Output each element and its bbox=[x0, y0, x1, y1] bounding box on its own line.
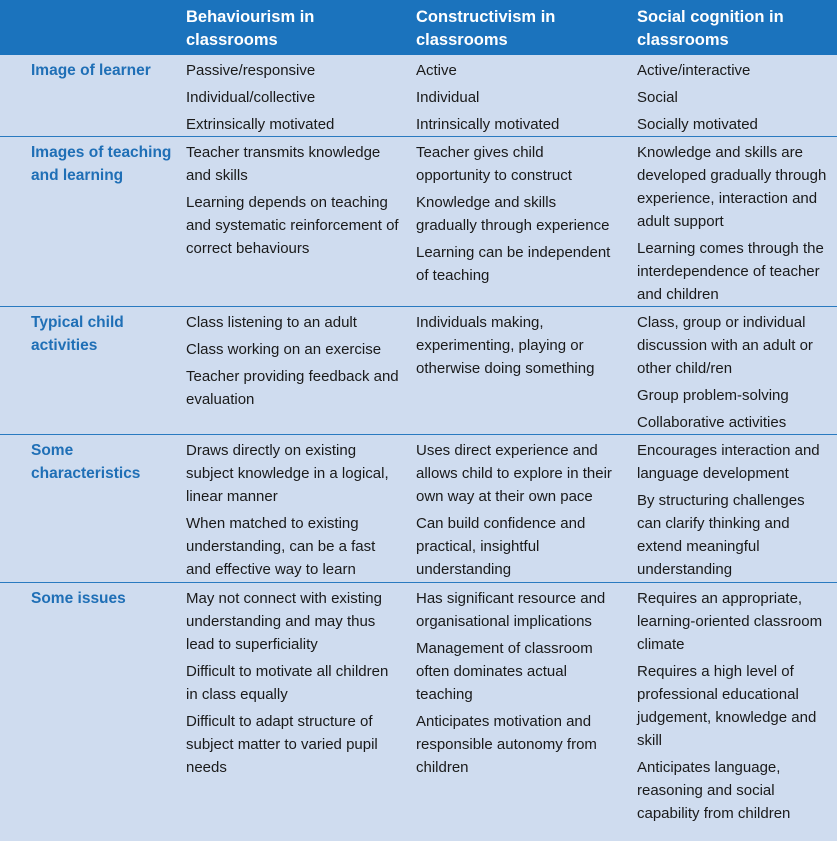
cell-item: Anticipates motivation and responsible autonomy from children bbox=[416, 713, 597, 776]
cell-item: Encourages interaction and language development bbox=[637, 442, 820, 482]
cell-item: Extrinsically motivated bbox=[186, 116, 335, 133]
row-label: Images of teaching and learning bbox=[31, 144, 172, 184]
cell-item: When matched to existing understanding, can be a fast and effective way to learn bbox=[186, 515, 376, 578]
behaviourism-cell bbox=[186, 439, 401, 585]
constructivism-cell bbox=[416, 59, 616, 140]
row-label: Typical child activities bbox=[31, 314, 124, 354]
cell-item: Difficult to adapt structure of subject matter to varied pupil needs bbox=[186, 713, 378, 776]
header-constructivism: Constructivism in classrooms bbox=[416, 8, 556, 49]
cell-item: Intrinsically motivated bbox=[416, 116, 560, 133]
constructivism-cell bbox=[416, 311, 616, 384]
social-cognition-cell bbox=[637, 59, 832, 140]
header-social-cognition: Social cognition in classrooms bbox=[637, 8, 784, 49]
cell-item: Knowledge and skills gradually through experience bbox=[416, 194, 610, 234]
row-label: Some characteristics bbox=[31, 442, 141, 482]
social-cognition-cell bbox=[637, 439, 832, 585]
constructivism-cell bbox=[416, 141, 616, 291]
cell-item: Can build confidence and practical, insightful understanding bbox=[416, 515, 586, 578]
social-cognition-cell bbox=[637, 141, 832, 310]
cell-item: Passive/responsive bbox=[186, 62, 316, 79]
row-label: Some issues bbox=[31, 590, 126, 607]
cell-item: Learning comes through the interdependence of teacher and children bbox=[637, 240, 824, 303]
cell-item: Individuals making, experimenting, playing or otherwise doing something bbox=[416, 314, 595, 377]
cell-item: Uses direct experience and allows child to explore in their own way at their own pace bbox=[416, 442, 612, 505]
cell-item: Anticipates language, reasoning and social capability from children bbox=[637, 759, 791, 822]
cell-item: Active bbox=[416, 62, 457, 79]
cell-item: By structuring challenges can clarify thinking and extend meaningful understanding bbox=[637, 492, 805, 578]
social-cognition-cell bbox=[637, 587, 832, 829]
row-divider bbox=[0, 434, 837, 435]
constructivism-cell bbox=[416, 587, 616, 783]
social-cognition-cell bbox=[637, 311, 832, 438]
cell-item: Class, group or individual discussion with an adult or other child/ren bbox=[637, 314, 813, 377]
cell-item: Learning depends on teaching and systematic reinforcement of correct behaviours bbox=[186, 194, 399, 257]
cell-item: Social bbox=[637, 89, 678, 106]
behaviourism-cell bbox=[186, 59, 401, 140]
cell-item: Group problem-solving bbox=[637, 387, 789, 404]
cell-item: Active/interactive bbox=[637, 62, 751, 79]
behaviourism-cell bbox=[186, 141, 401, 264]
cell-item: Collaborative activities bbox=[637, 414, 787, 431]
cell-item: Has significant resource and organisational implications bbox=[416, 590, 606, 630]
cell-item: Individual bbox=[416, 89, 480, 106]
row-divider bbox=[0, 582, 837, 583]
cell-item: Management of classroom often dominates actual teaching bbox=[416, 640, 593, 703]
cell-item: Class listening to an adult bbox=[186, 314, 357, 331]
cell-item: Requires an appropriate, learning-oriented classroom climate bbox=[637, 590, 823, 653]
cell-item: Knowledge and skills are developed gradually through experience, interaction and adult support bbox=[637, 144, 827, 230]
cell-item: Teacher gives child opportunity to construct bbox=[416, 144, 572, 184]
cell-item: Teacher transmits knowledge and skills bbox=[186, 144, 381, 184]
cell-item: Individual/collective bbox=[186, 89, 316, 106]
cell-item: May not connect with existing understanding and may thus lead to superficiality bbox=[186, 590, 382, 653]
cell-item: Class working on an exercise bbox=[186, 341, 382, 358]
cell-item: Difficult to motivate all children in class equally bbox=[186, 663, 389, 703]
cell-item: Requires a high level of professional educational judgement, knowledge and skill bbox=[637, 663, 817, 749]
cell-item: Socially motivated bbox=[637, 116, 758, 133]
row-label: Image of learner bbox=[31, 62, 151, 79]
cell-item: Draws directly on existing subject knowledge in a logical, linear manner bbox=[186, 442, 389, 505]
behaviourism-cell bbox=[186, 311, 401, 415]
row-divider bbox=[0, 306, 837, 307]
row-divider bbox=[0, 136, 837, 137]
header-behaviourism: Behaviourism in classrooms bbox=[186, 8, 315, 49]
constructivism-cell bbox=[416, 439, 616, 585]
cell-item: Teacher providing feedback and evaluation bbox=[186, 368, 399, 408]
cell-item: Learning can be independent of teaching bbox=[416, 244, 611, 284]
table-header bbox=[0, 0, 837, 55]
behaviourism-cell bbox=[186, 587, 401, 783]
